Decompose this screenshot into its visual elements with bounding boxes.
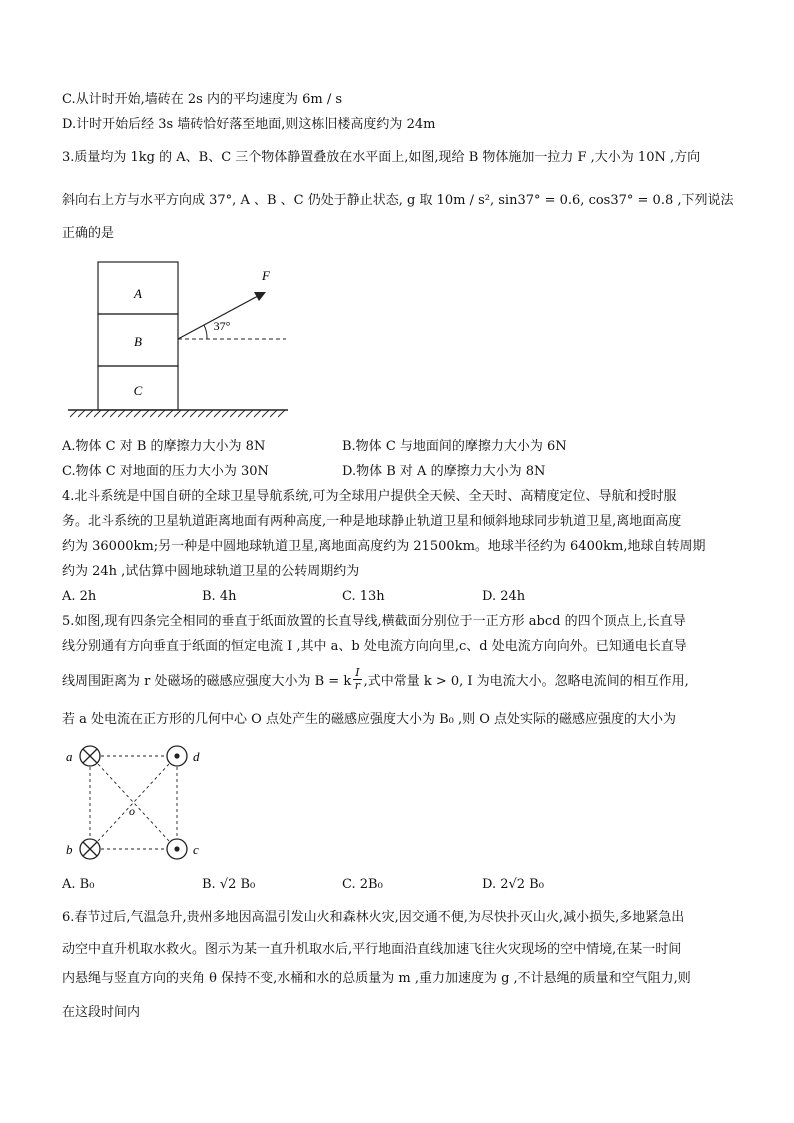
wire-b-into-page [80,839,100,859]
wire-a-into-page [80,746,100,766]
label-block-c: C [133,383,143,398]
q2-option-d: D.计时开始后经 3s 墙砖恰好落至地面,则这栋旧楼高度约为 24m [62,117,436,132]
force-label: F [262,268,270,283]
q5-line3-post: ,式中常量 k > 0, I 为电流大小。忽略电流间的相互作用, [363,674,689,689]
label-d: d [193,749,200,764]
label-block-a: A [134,286,142,301]
wire-c-out-of-page [167,839,187,859]
q3-block-diagram [60,258,300,423]
q2-option-c: C.从计时开始,墙砖在 2s 内的平均速度为 6m / s [62,92,343,107]
q6-line1: 6.春节过后,气温急升,贵州多地因高温引发山火和森林火灾,因交通不便,为尽快扑灭山火,减小损失,多地紧急出 [62,910,685,925]
q3-stem-line2: 斜向右上方与水平方向成 37°, A 、B 、C 仍处于静止状态, g 取 10m / s², sin37° = 0.6, cos37° = 0.8 ,下列说法 [62,193,734,208]
q6-line2: 动空中直升机取水救火。图示为某一直升机取水后,平行地面沿直线加速飞往火灾现场的空中情境,在某一时间 [62,942,682,957]
q3-stem-line3: 正确的是 [62,226,115,241]
q6-line4: 在这段时间内 [62,1005,141,1020]
square-dashed-outline [90,756,177,849]
q5-option-c: C. 2B₀ [342,877,383,892]
wire-d-out-of-page [167,746,187,766]
q3-stem-line1: 3.质量均为 1kg 的 A、B、C 三个物体静置叠放在水平面上,如图,现给 B 物体施加一拉力 F ,大小为 10N ,方向 [62,150,701,165]
q5-line1: 5.如图,现有四条完全相同的垂直于纸面放置的长直导线,横截面分别位于一正方形 abcd 的四个顶点上,长直导 [62,614,686,629]
angle-arc [204,325,207,339]
q4-line2: 务。北斗系统的卫星轨道距离地面有两种高度,一种是地球静止轨道卫星和倾斜地球同步轨道卫星,离地面高度 [62,514,682,529]
label-b: b [66,842,73,857]
q4-option-d: D. 24h [482,589,526,604]
fraction-i-over-r [353,667,361,692]
q4-option-b: B. 4h [202,589,237,604]
q6-line3: 内悬绳与竖直方向的夹角 θ 保持不变,水桶和水的总质量为 m ,重力加速度为 g ,不计悬绳的质量和空气阻力,则 [62,971,691,986]
label-a: a [66,749,73,764]
q3-option-c: C.物体 C 对地面的压力大小为 30N [62,464,269,479]
q4-line3: 约为 36000km;另一种是中圆地球轨道卫星,离地面高度约为 21500km。地球半径约为 6400km,地球自转周期 [62,539,706,554]
q5-line2: 线分别通有方向垂直于纸面的恒定电流 I ,其中 a、b 处电流方向向里,c、d 处电流方向向外。已知通电长直导 [62,639,687,654]
q4-option-a: A. 2h [62,589,97,604]
label-o: o [129,804,135,818]
q5-option-a: A. B₀ [62,877,95,892]
q5-line3 [62,666,689,694]
q4-option-c: C. 13h [342,589,385,604]
q4-line1: 4.北斗系统是中国自研的全球卫星导航系统,可为全球用户提供全天候、全天时、高精度定位、导航和授时服 [62,489,677,504]
fraction-numerator: I [355,666,360,679]
force-arrow-head [254,292,266,301]
ground-hatching [70,410,285,417]
q3-option-b: B.物体 C 与地面间的摩擦力大小为 6N [342,439,567,454]
q3-option-d: D.物体 B 对 A 的摩擦力大小为 8N [342,464,546,479]
q5-wire-diagram [62,740,212,865]
q5-line4: 若 a 处电流在正方形的几何中心 O 点处产生的磁感应强度大小为 B₀ ,则 O 点处实际的磁感应强度的大小为 [62,712,677,727]
label-block-b: B [134,334,142,349]
angle-label: 37° [213,319,231,333]
fraction-denominator: r [354,679,361,692]
q5-option-d: D. 2√2 B₀ [482,877,544,892]
q5-line3-pre: 线周围距离为 r 处磁场的磁感应强度大小为 B = k [62,674,352,689]
q4-line4: 约为 24h ,试估算中圆地球轨道卫星的公转周期约为 [62,564,360,579]
label-c: c [193,842,199,857]
q5-option-b: B. √2 B₀ [202,877,256,892]
q3-option-a: A.物体 C 对 B 的摩擦力大小为 8N [62,439,266,454]
